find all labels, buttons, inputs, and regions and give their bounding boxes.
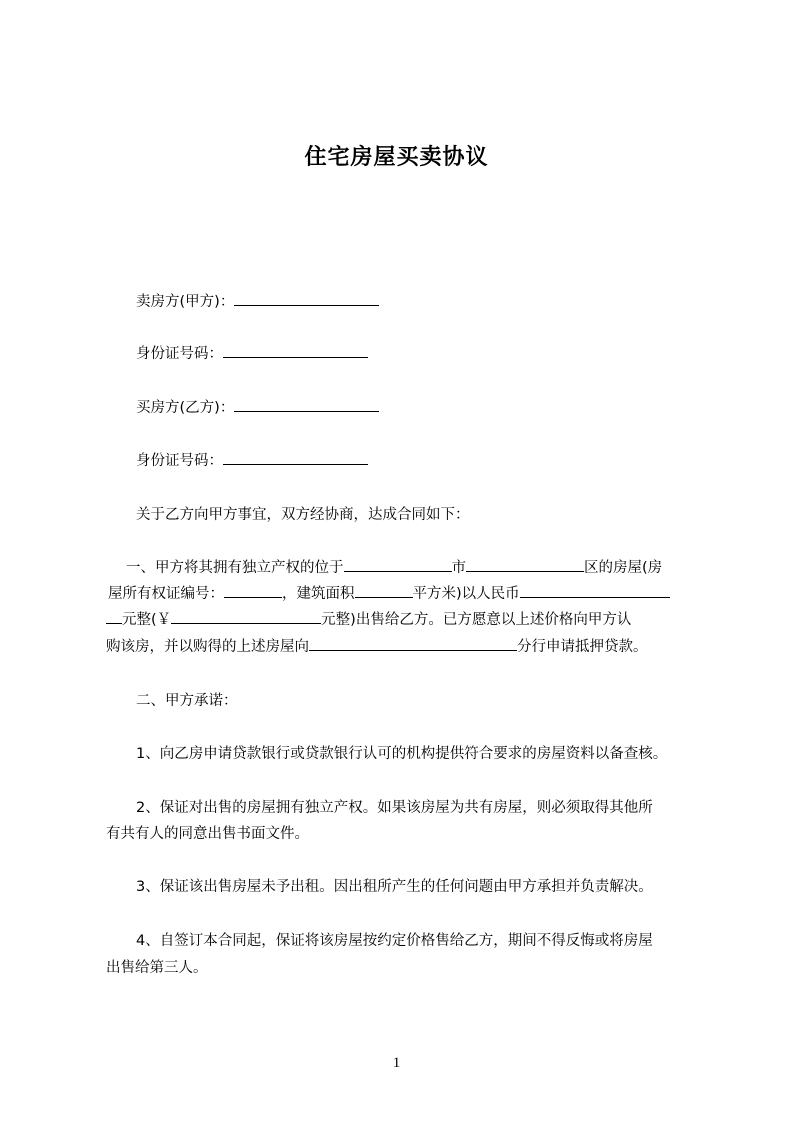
clause1-text-f: 平方米)以人民币	[412, 586, 520, 602]
area-blank[interactable]	[355, 584, 413, 598]
seller-line	[136, 292, 379, 312]
certificate-number-blank[interactable]	[224, 584, 282, 598]
buyer-line	[136, 398, 379, 418]
clause1-text-c: 区的房屋(房	[584, 560, 663, 576]
promise-item-2-line1: 2、保证对出售的房屋拥有独立产权。如果该房屋为共有房屋，则必须取得其他所	[136, 800, 653, 816]
clause1-text-e: ，建筑面积	[282, 586, 355, 602]
intro-text: 关于乙方向甲方事宜，双方经协商，达成合同如下：	[136, 507, 470, 523]
clause1-text-j: 分行申请抵押贷款。	[517, 639, 648, 655]
clause1-line1	[126, 558, 662, 578]
clause2-heading: 二、甲方承诺：	[136, 693, 238, 709]
promise-item-1: 1、向乙房申请贷款银行或贷款银行认可的机构提供符合要求的房屋资料以备查核。	[136, 746, 668, 762]
seller-name-blank[interactable]	[234, 292, 379, 306]
clause1-text-a: 一、甲方将其拥有独立产权的位于	[126, 560, 344, 576]
clause1-text-h: 元整)出售给乙方。已方愿意以上述价格向甲方认	[321, 612, 632, 628]
buyer-id-label: 身份证号码：	[136, 453, 223, 469]
buyer-name-blank[interactable]	[234, 398, 379, 412]
promise-item-3: 3、保证该出售房屋未予出租。因出租所产生的任何问题由甲方承担并负责解决。	[136, 879, 653, 895]
document-title: 住宅房屋买卖协议	[304, 145, 489, 170]
clause1-line4	[106, 637, 648, 657]
clause1-text-b: 市	[451, 560, 466, 576]
buyer-id-blank[interactable]	[223, 451, 368, 465]
clause1-text-g: 元整(￥	[122, 612, 172, 628]
clause1-text-i: 购该房，并以购得的上述房屋向	[106, 639, 309, 655]
promise-item-4-line2: 出售给第三人。	[106, 960, 208, 976]
price-yuan-blank[interactable]	[171, 610, 321, 624]
buyer-id-line	[136, 451, 368, 471]
clause1-text-d: 屋所有权证编号：	[108, 586, 224, 602]
district-blank[interactable]	[466, 558, 584, 572]
city-blank[interactable]	[344, 558, 452, 572]
clause1-line2	[108, 584, 670, 604]
seller-label: 卖房方(甲方)：	[136, 294, 235, 310]
seller-id-blank[interactable]	[223, 344, 368, 358]
page-number: 1	[392, 1055, 401, 1071]
promise-item-2-line2: 有共有人的同意出售书面文件。	[106, 826, 309, 842]
seller-id-label: 身份证号码：	[136, 346, 223, 362]
price-rmb-blank[interactable]	[520, 584, 670, 598]
clause1-line3	[106, 610, 631, 630]
seller-id-line	[136, 344, 368, 364]
bank-blank[interactable]	[309, 637, 517, 651]
price-rmb-blank-cont[interactable]	[106, 610, 122, 624]
buyer-label: 买房方(乙方)：	[136, 400, 235, 416]
promise-item-4-line1: 4、自签订本合同起，保证将该房屋按约定价格售给乙方，期间不得反悔或将房屋	[136, 933, 653, 949]
